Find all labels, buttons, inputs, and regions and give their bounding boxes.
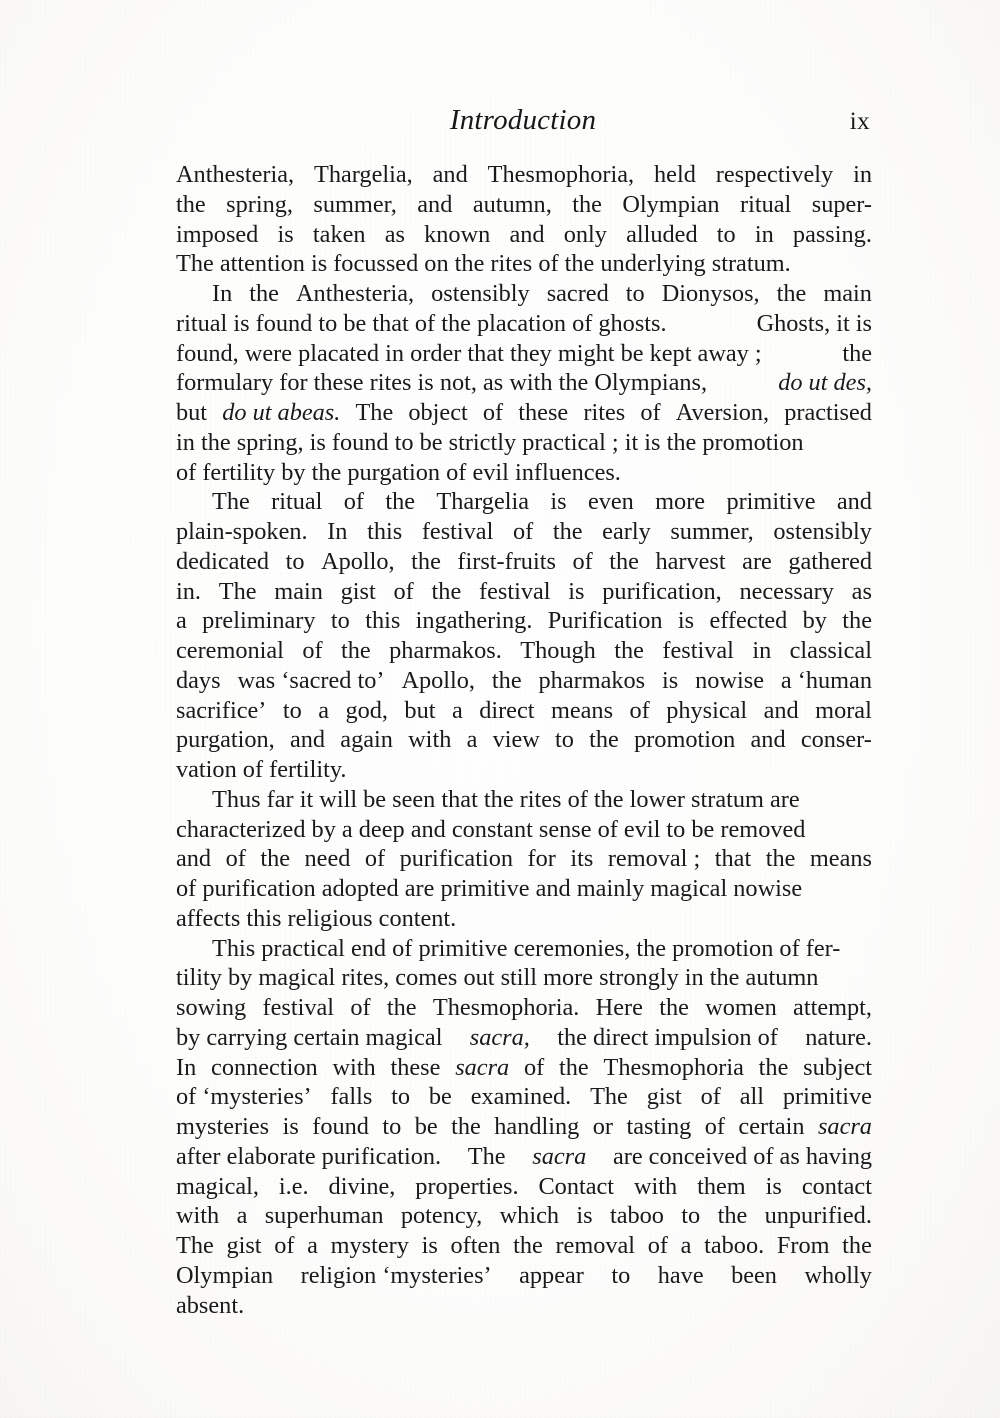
text-run: for — [527, 845, 556, 873]
text-run: of — [647, 1232, 668, 1259]
italic-phrase: do ut abeas. — [222, 399, 341, 426]
text-run: nowise — [695, 666, 764, 694]
text-run: classical — [789, 637, 872, 664]
text-run: in — [752, 637, 772, 664]
text-run: ceremonial — [176, 637, 284, 664]
text-run: The — [176, 1232, 214, 1259]
text-run: handling — [494, 1113, 580, 1140]
text-run: the — [411, 547, 441, 575]
text-line — [176, 279, 872, 309]
italic-phrase: sacra — [817, 1113, 872, 1140]
text-run: is — [568, 577, 585, 605]
text-run: Though — [520, 637, 596, 664]
text-run: festival — [262, 994, 335, 1021]
text-run: ritual — [271, 488, 323, 516]
text-run: Apollo, — [401, 666, 476, 694]
text-run: means — [809, 845, 872, 873]
text-run: The — [355, 399, 394, 426]
text-run: falls — [330, 1083, 373, 1111]
text-run: with — [633, 1172, 678, 1200]
text-run: the — [659, 994, 689, 1021]
text-run: the — [559, 1053, 589, 1081]
text-run: and — [432, 161, 468, 188]
text-line — [176, 934, 872, 964]
text-run: autumn, — [472, 190, 552, 218]
text-run: Apollo, — [321, 547, 395, 575]
text-run: more — [655, 488, 706, 516]
text-run: sowing — [176, 994, 247, 1021]
text-run: a — [176, 607, 187, 635]
text-run: purification — [399, 845, 514, 873]
text-run: the — [431, 577, 462, 605]
text-run: that — [714, 845, 752, 873]
text-run: as — [851, 577, 872, 605]
text-run: of — [704, 1113, 725, 1140]
text-line — [176, 815, 872, 845]
body-text-block — [176, 160, 872, 1320]
text-run: gist — [226, 1232, 262, 1259]
text-line — [176, 696, 872, 726]
text-run: early — [602, 518, 651, 545]
text-run: festival — [662, 637, 734, 664]
text-run: with — [176, 1202, 220, 1230]
text-line — [176, 487, 872, 517]
text-run: to — [285, 547, 305, 575]
text-run: the — [842, 339, 872, 367]
text-run: superhuman — [264, 1202, 384, 1230]
text-run: purgation, — [176, 726, 275, 754]
text-run: Thesmophoria — [603, 1053, 744, 1081]
text-run: taboo — [609, 1202, 664, 1230]
text-line — [176, 785, 872, 815]
text-run: taboo. — [704, 1232, 765, 1259]
italic-phrase: sacra — [455, 1053, 510, 1081]
text-run: absent. — [176, 1291, 245, 1319]
text-run: direct — [479, 696, 535, 724]
text-line — [176, 606, 872, 636]
text-run: Olympian — [622, 190, 720, 218]
text-run: have — [657, 1261, 704, 1289]
text-run: promotion — [634, 726, 736, 754]
text-run: the — [572, 190, 602, 218]
text-run: of — [512, 518, 534, 545]
text-run: sacrifice’ — [176, 696, 267, 724]
text-line — [176, 1053, 872, 1083]
text-run: the — [386, 994, 417, 1021]
text-run: the — [491, 666, 522, 694]
text-line — [176, 1142, 872, 1172]
text-run: contact — [801, 1172, 872, 1200]
text-run: is — [277, 220, 294, 248]
text-run: be — [414, 1113, 438, 1140]
text-run: nature. — [805, 1023, 872, 1051]
text-line — [176, 1261, 872, 1291]
text-run: ritual — [740, 190, 792, 218]
text-run: with — [408, 726, 452, 754]
text-line — [176, 963, 872, 993]
text-run: The — [212, 488, 250, 516]
text-run: of — [343, 488, 364, 516]
text-run: by — [802, 607, 827, 635]
text-run: Aversion, — [675, 399, 770, 426]
text-run: of purification adopted are primitive and mainly magical nowise — [176, 875, 803, 902]
text-run: In — [176, 1053, 197, 1081]
text-run: ostensibly — [431, 280, 530, 307]
text-run: the — [260, 845, 291, 873]
text-run: purification, — [602, 577, 722, 605]
text-run: in. — [176, 577, 201, 605]
text-run: ingathering. — [415, 607, 533, 635]
text-run: rites — [583, 399, 626, 426]
text-run: Anthesteria, — [296, 280, 415, 307]
text-run: of — [364, 845, 386, 873]
text-run: the — [765, 845, 796, 873]
text-run: means — [550, 696, 614, 724]
text-run: as — [384, 220, 405, 248]
text-line — [176, 249, 872, 279]
text-run: but — [176, 399, 208, 426]
text-run: main — [274, 577, 323, 605]
text-line — [176, 190, 872, 220]
text-run: and — [176, 845, 212, 873]
text-run: the — [451, 1113, 481, 1140]
text-run: in — [853, 161, 872, 188]
text-run: In — [327, 518, 348, 545]
text-run: the — [842, 1232, 872, 1259]
text-run: The — [218, 577, 257, 605]
text-run: removal ; — [607, 845, 701, 873]
text-run: Anthesteria, — [176, 161, 295, 188]
text-run: From — [776, 1232, 830, 1259]
text-run: is — [550, 488, 567, 516]
text-run: necessary — [739, 577, 834, 605]
text-run: Thesmophoria, — [487, 161, 635, 188]
text-run: and — [763, 696, 799, 724]
text-run: this — [365, 607, 401, 635]
text-run: object — [408, 399, 468, 426]
text-run: is — [576, 1202, 593, 1230]
text-run: Here — [595, 994, 643, 1021]
text-run: festival — [479, 577, 551, 605]
text-line — [176, 666, 872, 696]
text-run: but — [404, 696, 436, 724]
text-run: Olympian — [176, 1261, 274, 1289]
text-run: properties. — [415, 1172, 519, 1200]
text-run: these — [518, 399, 569, 426]
text-run: unpurified. — [764, 1202, 872, 1230]
text-run: Thus far it will be seen that the rites of the lower stratum are — [212, 785, 800, 813]
text-run: the — [385, 488, 416, 516]
text-line — [176, 309, 872, 339]
text-run: harvest — [655, 547, 726, 575]
text-run: main — [823, 280, 872, 307]
text-line — [176, 577, 872, 607]
text-run: summer, — [670, 518, 754, 545]
text-run: days — [176, 666, 221, 694]
text-run — [176, 487, 250, 517]
text-run: the — [341, 637, 371, 664]
text-run: and — [750, 726, 786, 754]
text-run: taken — [312, 220, 366, 248]
text-run: which — [499, 1202, 560, 1230]
text-line — [176, 844, 872, 874]
text-line — [176, 458, 872, 488]
text-run: a — [307, 1232, 318, 1259]
text-run: its — [570, 845, 594, 873]
text-run: mystery — [330, 1232, 409, 1259]
text-run: the — [552, 518, 583, 545]
text-run: summer, — [313, 190, 397, 218]
text-run: passing. — [792, 220, 872, 248]
text-run: examined. — [470, 1083, 572, 1111]
text-run: are conceived of as having — [612, 1142, 872, 1170]
text-run: a — [680, 1232, 692, 1259]
text-run: is — [421, 1232, 438, 1259]
text-run: again — [340, 726, 393, 754]
running-head — [176, 104, 870, 144]
text-run: even — [587, 488, 634, 516]
text-run: The attention is focussed on the rites of the underlying stratum. — [176, 250, 791, 278]
text-run: gist — [646, 1083, 682, 1111]
text-run: a ‘human — [780, 666, 872, 694]
text-run: to — [282, 696, 302, 724]
text-run: found — [312, 1113, 369, 1140]
text-run: respectively — [715, 161, 834, 188]
text-run: The — [590, 1083, 628, 1111]
text-run: first-fruits — [457, 547, 556, 575]
text-line — [176, 725, 872, 755]
text-run: attempt, — [793, 994, 872, 1021]
text-run: the — [717, 1202, 748, 1230]
text-run: god, — [345, 696, 388, 724]
text-line — [176, 1291, 872, 1321]
text-run: to — [716, 220, 736, 248]
text-run: the — [609, 547, 639, 575]
text-run: these — [390, 1053, 441, 1081]
text-run: super- — [811, 190, 872, 218]
text-run: of — [274, 1232, 295, 1259]
text-line — [176, 1082, 872, 1112]
text-run: to — [681, 1202, 701, 1230]
italic-phrase: do ut des, — [778, 369, 872, 397]
text-line — [176, 547, 872, 577]
text-run: be — [428, 1083, 452, 1111]
text-run: i.e. — [278, 1172, 309, 1200]
text-run: been — [731, 1261, 777, 1289]
text-run: the — [513, 1232, 543, 1259]
text-run: This practical end of primitive ceremonies, the promotion of fer- — [212, 934, 841, 962]
text-run: affects this religious content. — [176, 904, 457, 932]
text-run: physical — [666, 696, 748, 724]
text-run: to — [382, 1113, 402, 1140]
text-run: with — [332, 1053, 376, 1081]
text-run: and — [417, 190, 453, 218]
text-run: religion ‘mysteries’ — [300, 1261, 492, 1289]
text-run: characterized by a deep and constant sense of evil to be removed — [176, 815, 806, 843]
text-run: ostensibly — [773, 518, 872, 545]
italic-phrase: sacra, — [469, 1023, 530, 1051]
text-run: all — [739, 1083, 765, 1111]
text-run: subject — [803, 1053, 872, 1081]
text-run: imposed — [176, 220, 259, 248]
text-run: spring, — [226, 190, 293, 218]
text-line — [176, 904, 872, 934]
text-run: Thesmophoria. — [432, 994, 580, 1021]
text-run: this — [367, 518, 403, 545]
text-run: of — [572, 547, 593, 575]
text-run: Contact — [538, 1172, 615, 1200]
text-run: a — [236, 1202, 248, 1230]
text-run: the direct impulsion of — [557, 1023, 778, 1051]
text-run: divine, — [328, 1172, 396, 1200]
text-run: of ‘mysteries’ — [176, 1083, 312, 1111]
text-run: held — [654, 161, 696, 188]
text-run: gathered — [788, 547, 872, 575]
text-run: vation of fertility. — [176, 756, 347, 783]
text-run: the — [614, 637, 644, 664]
text-run: the — [176, 190, 206, 218]
text-run: after elaborate purification. — [176, 1142, 442, 1170]
text-run: gist — [340, 577, 376, 605]
text-line — [176, 1172, 872, 1202]
text-run: is — [282, 1113, 299, 1140]
text-run: need — [304, 845, 351, 873]
text-line — [176, 368, 872, 398]
text-run: is — [662, 666, 679, 694]
text-run: of — [700, 1083, 721, 1111]
text-run: the — [842, 607, 872, 635]
text-run: preliminary — [202, 607, 316, 635]
text-run: potency, — [400, 1202, 483, 1230]
text-run: to — [330, 607, 350, 635]
text-run: tility by magical rites, comes out still more strongly in the autumn — [176, 964, 819, 992]
text-run: wholly — [804, 1261, 872, 1289]
text-run: appear — [519, 1261, 584, 1289]
page-number: ix — [849, 108, 870, 135]
text-run: pharmakos — [538, 666, 646, 694]
text-run: of — [482, 399, 504, 426]
text-run: of — [393, 577, 414, 605]
text-run: to — [611, 1261, 631, 1289]
text-run: mysteries — [176, 1113, 270, 1140]
text-run: sacred — [546, 280, 609, 307]
text-run: magical, — [176, 1172, 259, 1200]
text-line — [176, 160, 872, 190]
text-line — [176, 220, 872, 250]
text-run: often — [450, 1232, 501, 1259]
text-run: effected — [709, 607, 788, 635]
text-run: of — [523, 1053, 545, 1081]
text-line — [176, 1023, 872, 1053]
text-line — [176, 398, 872, 428]
text-run: moral — [815, 696, 872, 724]
text-run: practised — [784, 399, 872, 426]
text-run: of — [302, 637, 323, 664]
text-run: are — [742, 547, 772, 575]
text-run: of — [640, 399, 661, 426]
text-run: formulary for these rites is not, as with the Olympians, — [176, 369, 708, 397]
text-run: ritual is found to be that of the placation of ghosts. — [176, 309, 667, 337]
text-line — [176, 1231, 872, 1261]
text-line — [176, 517, 872, 547]
text-line — [176, 339, 872, 369]
text-run: to — [555, 726, 574, 754]
text-run: In — [212, 280, 233, 307]
text-run: known — [424, 220, 491, 248]
text-run: view — [492, 726, 540, 754]
text-run: primitive — [726, 488, 816, 516]
text-run: pharmakos. — [389, 637, 502, 664]
text-run: primitive — [782, 1083, 872, 1111]
text-run: them — [697, 1172, 746, 1200]
text-line — [176, 1201, 872, 1231]
text-run: was ‘sacred to’ — [237, 666, 385, 694]
text-line — [176, 636, 872, 666]
text-run: Ghosts, it is — [756, 309, 872, 337]
text-run: is — [765, 1172, 782, 1200]
text-run: a — [318, 696, 329, 724]
running-head-title: Introduction — [449, 104, 597, 136]
text-run: and — [509, 220, 545, 248]
text-run: plain-spoken. — [176, 518, 308, 545]
text-run: conser- — [800, 726, 872, 754]
text-run: Purification — [547, 607, 663, 635]
text-run: of — [350, 994, 371, 1021]
text-run: to — [391, 1083, 411, 1111]
text-line — [176, 993, 872, 1023]
text-run: of — [225, 845, 246, 873]
text-run: a — [451, 696, 463, 724]
text-run: and — [289, 726, 326, 754]
text-line — [176, 428, 872, 458]
text-run: Dionysos, — [661, 280, 760, 307]
text-run: in the spring, is found to be strictly practical ; it is the promotion — [176, 428, 804, 456]
text-run: certain — [738, 1113, 805, 1140]
text-run: dedicated — [176, 547, 270, 575]
text-run: tasting — [626, 1113, 692, 1140]
text-run: the — [776, 280, 807, 307]
text-run: Thargelia, — [314, 161, 413, 188]
text-run: Thargelia — [436, 488, 530, 516]
text-run: found, were placated in order that they might be kept away ; — [176, 339, 762, 367]
text-run: in — [754, 220, 774, 248]
text-run: is — [677, 607, 695, 635]
text-run: women — [705, 994, 777, 1021]
text-run: by carrying certain magical — [176, 1023, 443, 1051]
text-run — [176, 279, 232, 309]
text-run: connection — [211, 1053, 318, 1081]
text-run: to — [625, 280, 645, 307]
text-run: of — [629, 696, 650, 724]
text-run: The — [467, 1142, 506, 1170]
text-line — [176, 1112, 872, 1142]
text-run: of fertility by the purgation of evil influences. — [176, 458, 621, 486]
text-run: a — [466, 726, 478, 754]
text-run: removal — [555, 1232, 636, 1259]
text-run: only — [563, 220, 607, 248]
text-line — [176, 755, 872, 785]
text-run: the — [589, 726, 619, 754]
text-run: festival — [421, 518, 494, 545]
italic-phrase: sacra — [532, 1142, 587, 1170]
text-run: the — [758, 1053, 789, 1081]
text-run: or — [592, 1113, 614, 1140]
text-run: and — [836, 488, 872, 516]
text-run: the — [249, 280, 279, 307]
text-run: alluded — [626, 220, 698, 248]
text-line — [176, 874, 872, 904]
